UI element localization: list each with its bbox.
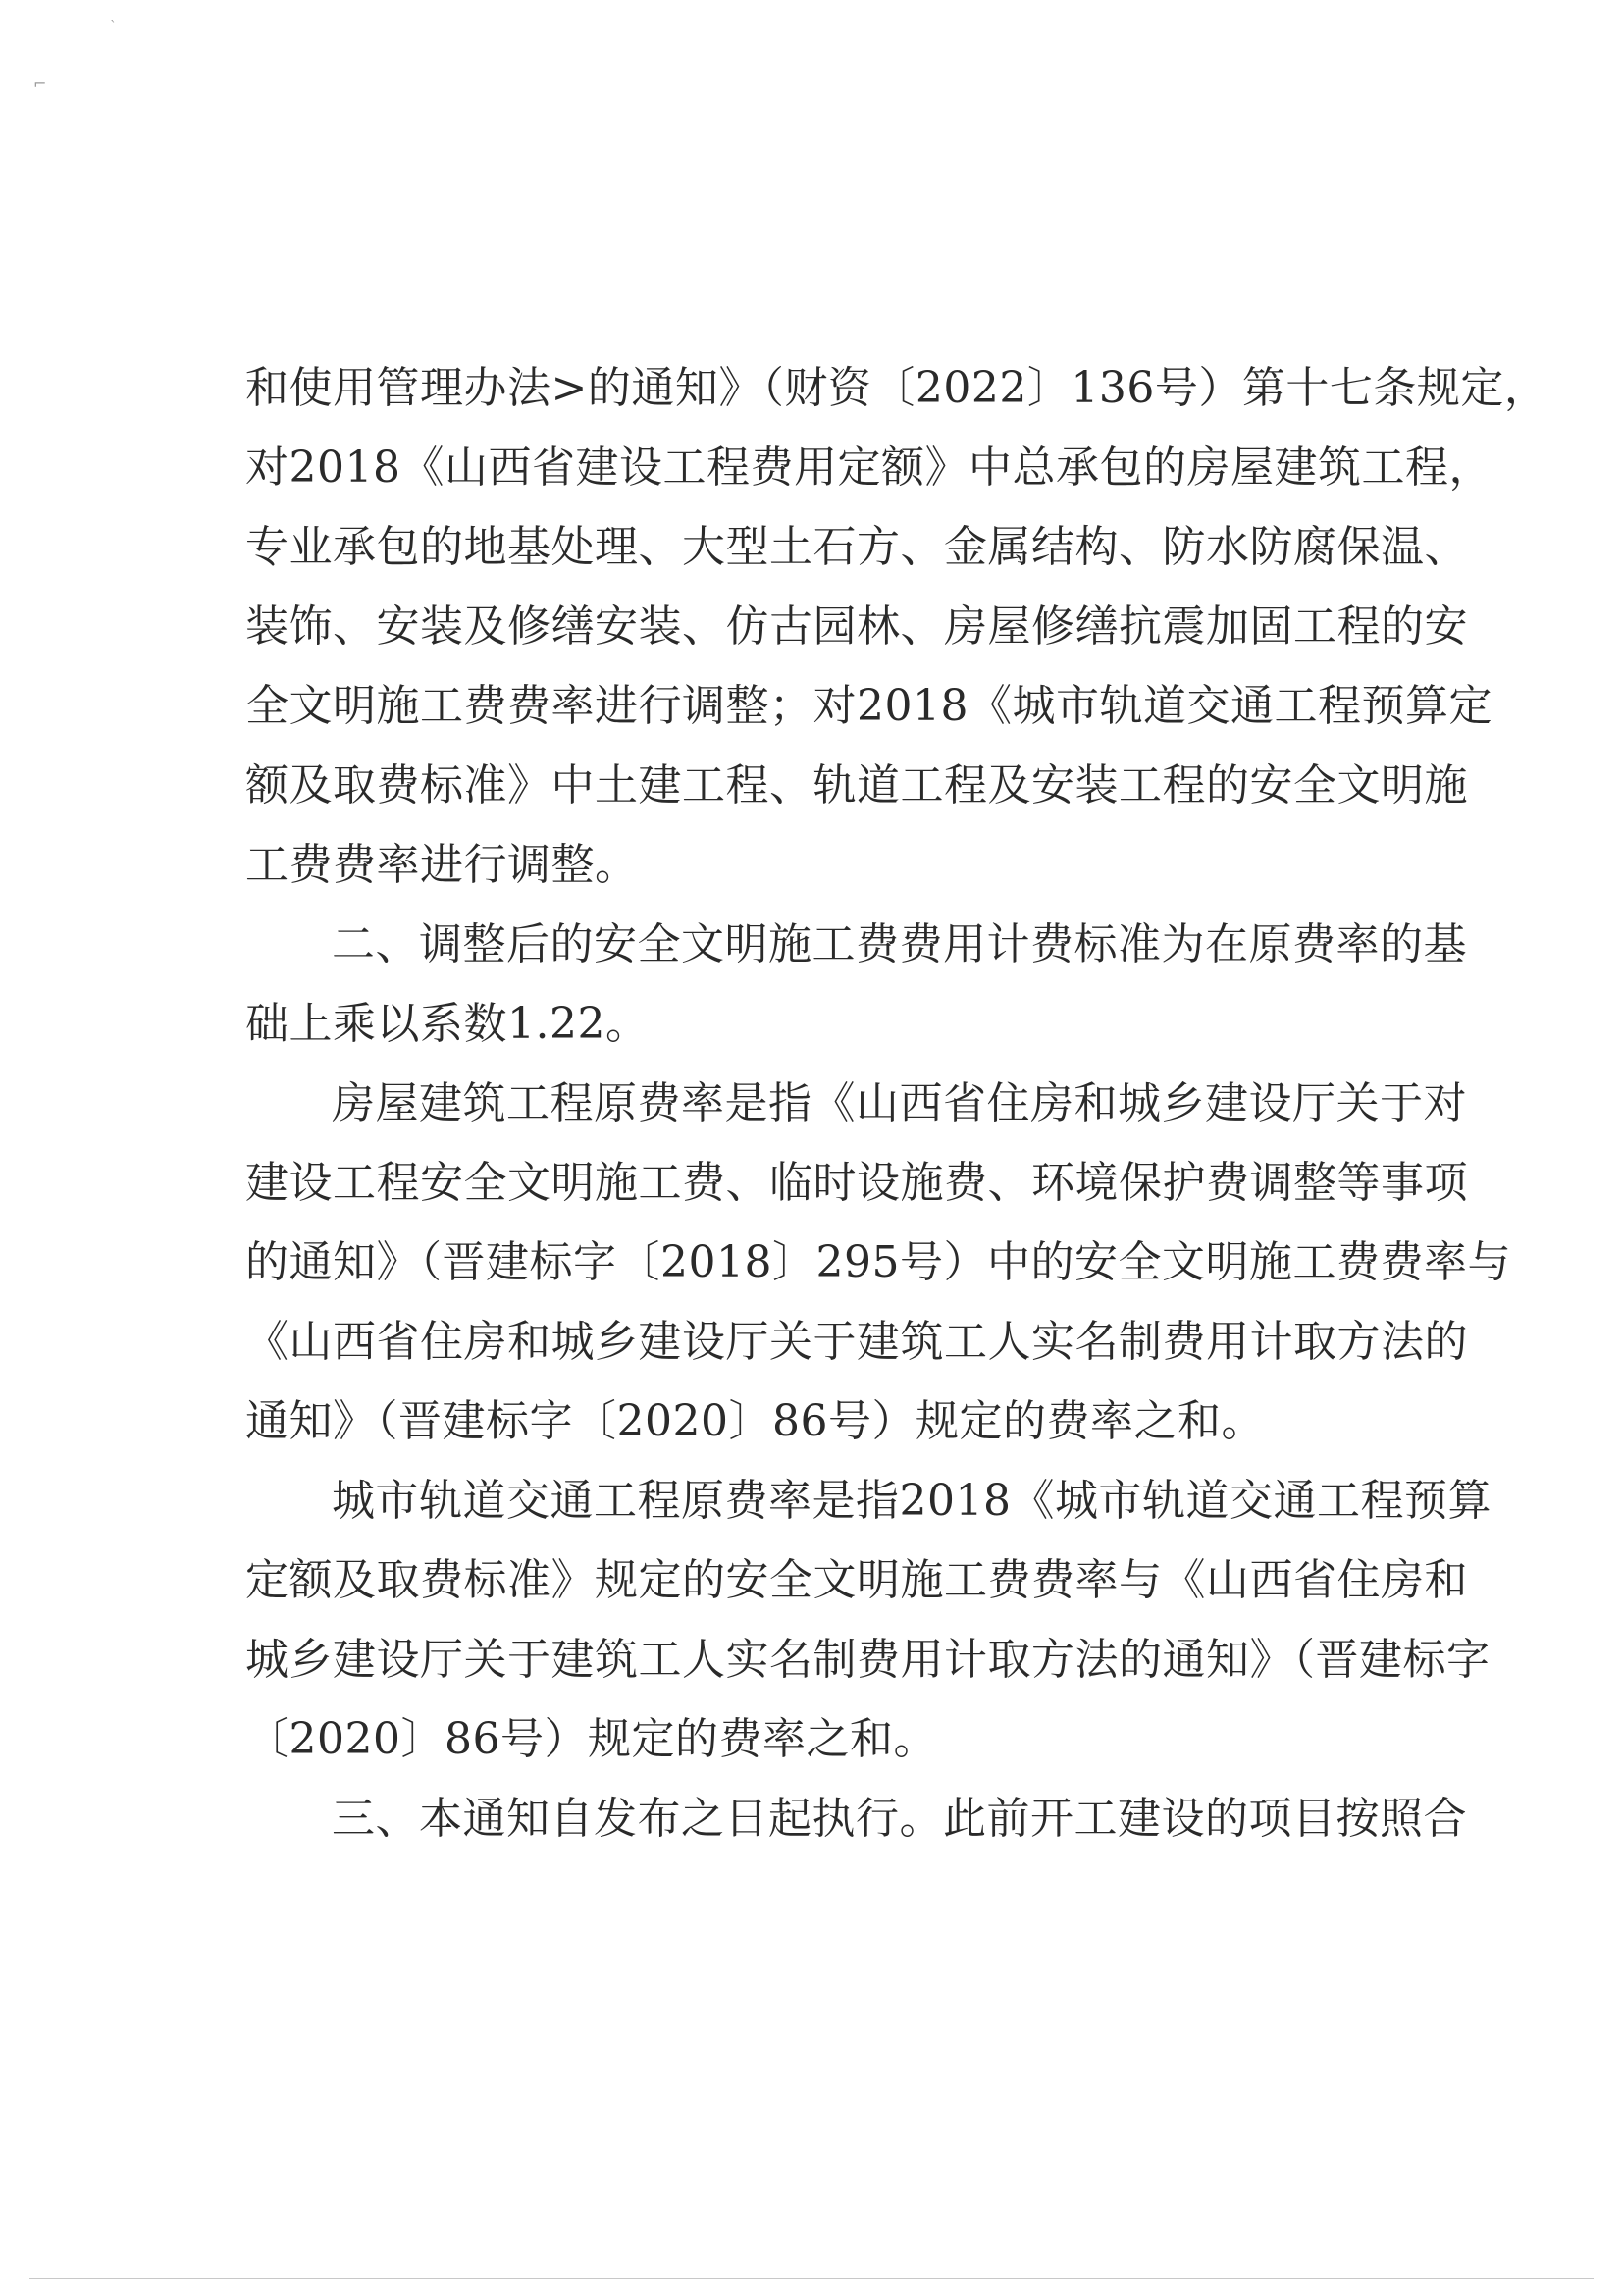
text-line: 工费费率进行调整。 — [245, 840, 639, 890]
text-line: 的通知》（晋建标字〔2018〕295号）中的安全文明施工费费率与 — [245, 1237, 1511, 1287]
text-line: 房屋建筑工程原费率是指《山西省住房和城乡建设厅关于对 — [332, 1078, 1467, 1128]
text-line: 《山西省住房和城乡建设厅关于建筑工人实名制费用计取方法的 — [245, 1317, 1468, 1367]
text-line: 建设工程安全文明施工费、临时设施费、环境保护费调整等事项 — [245, 1158, 1468, 1208]
text-line: 额及取费标准》中土建工程、轨道工程及安装工程的安全文明施 — [245, 760, 1468, 810]
text-line: 全文明施工费费率进行调整；对2018《城市轨道交通工程预算定 — [245, 681, 1492, 731]
text-line: 〔2020〕86号）规定的费率之和。 — [245, 1714, 937, 1764]
text-line: 对2018《山西省建设工程费用定额》中总承包的房屋建筑工程， — [245, 443, 1492, 493]
document-body — [245, 348, 1548, 1858]
text-line: 城乡建设厅关于建筑工人实名制费用计取方法的通知》（晋建标字 — [245, 1635, 1491, 1685]
text-line: 础上乘以系数1.22。 — [245, 999, 650, 1049]
text-line: 和使用管理办法>的通知》（财资〔2022〕136号）第十七条规定， — [245, 363, 1548, 413]
text-line: 城市轨道交通工程原费率是指2018《城市轨道交通工程预算 — [332, 1476, 1492, 1526]
scan-speck-mark: ` — [110, 19, 117, 34]
text-line: 专业承包的地基处理、大型土石方、金属结构、防水防腐保温、 — [245, 522, 1468, 572]
text-line: 定额及取费标准》规定的安全文明施工费费率与《山西省住房和 — [245, 1555, 1468, 1605]
text-line: 装饰、安装及修缮安装、仿古园林、房屋修缮抗震加固工程的安 — [245, 601, 1468, 652]
text-line: 二、调整后的安全文明施工费费用计费标准为在原费率的基 — [332, 919, 1467, 969]
scan-smudge-mark: ⌐ — [33, 75, 47, 93]
text-line: 三、本通知自发布之日起执行。此前开工建设的项目按照合 — [332, 1794, 1467, 1844]
page-bottom-edge — [29, 2278, 1594, 2279]
text-line: 通知》（晋建标字〔2020〕86号）规定的费率之和。 — [245, 1396, 1265, 1446]
